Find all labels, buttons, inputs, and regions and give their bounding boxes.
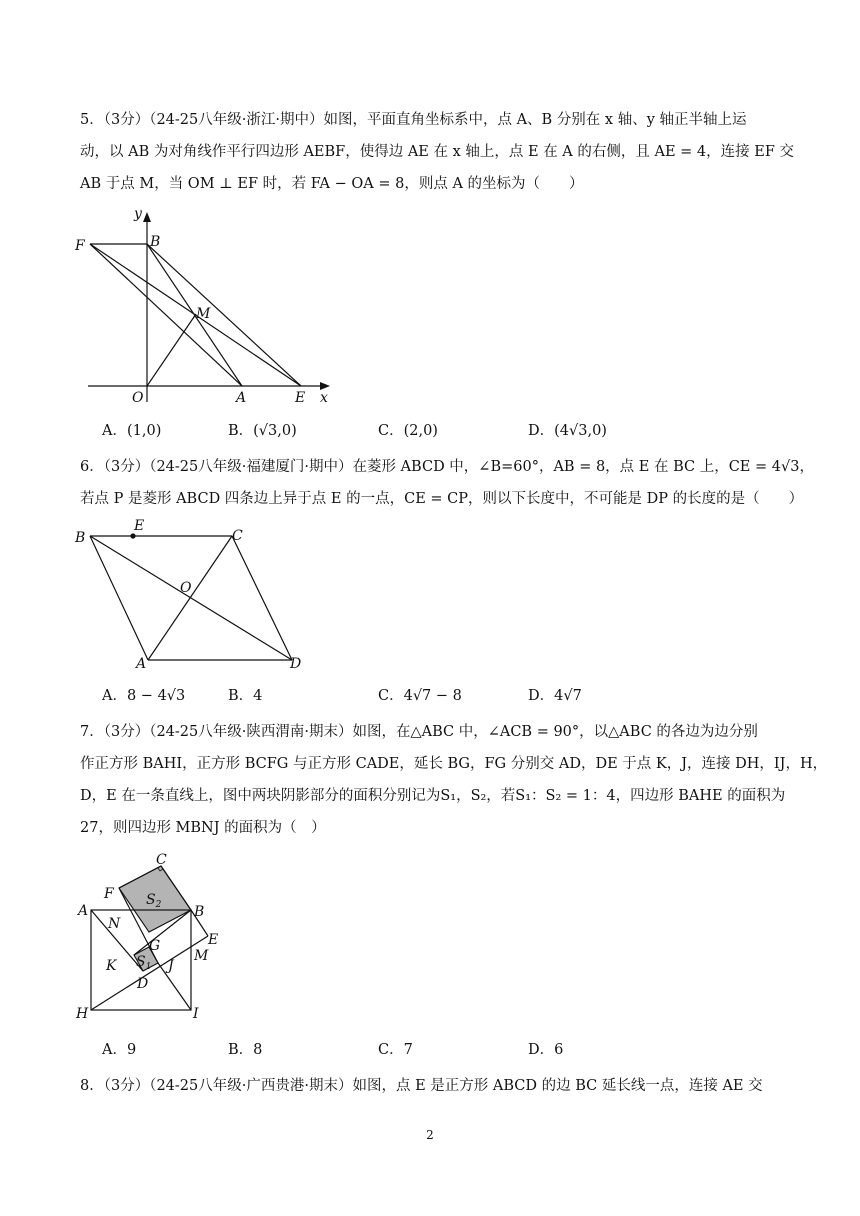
q5-label-F: F: [75, 238, 85, 254]
q6-option-b: B．4: [228, 688, 263, 704]
q5-figure: [72, 204, 342, 410]
q7-label-M: M: [194, 948, 209, 964]
q7-option-d: D．6: [528, 1042, 564, 1058]
q6-label-B: B: [75, 530, 86, 546]
q5-option-d: D．(4√3,0): [528, 423, 607, 439]
q5-line-1: 5．（3分）（24-25八年级·浙江·期中）如图，平面直角坐标系中，点 A、B 分别在 x 轴、y 轴正半轴上运: [80, 112, 747, 128]
q5-option-a: A．(1,0): [102, 423, 162, 439]
q6-figure: [72, 514, 312, 676]
q7-option-a: A．9: [102, 1042, 137, 1058]
q7-label-H: H: [76, 1006, 89, 1022]
q6-line-2: 若点 P 是菱形 ABCD 四条边上异于点 E 的一点，CE = CP，则以下长度中，不可能是 DP 的长度的是（ ）: [80, 491, 804, 507]
q7-label-J: J: [168, 958, 174, 974]
q7-label-A: A: [78, 903, 89, 919]
q5-line-2: 动，以 AB 为对角线作平行四边形 AEBF，使得边 AE 在 x 轴上，点 E 在 A 的右侧，且 AE = 4，连接 EF 交: [80, 144, 795, 160]
q5-line-3: AB 于点 M，当 OM ⊥ EF 时，若 FA − OA = 8，则点 A 的坐标为（ ）: [80, 176, 584, 192]
q6-option-d: D．4√7: [528, 688, 582, 704]
q7-label-F: F: [104, 886, 114, 902]
q7-label-E: E: [208, 932, 219, 948]
q6-label-A: A: [136, 656, 147, 672]
q5-label-y: y: [134, 206, 142, 222]
q6-label-O: O: [180, 580, 192, 596]
q7-label-I: I: [193, 1006, 199, 1022]
q7-option-b: B．8: [228, 1042, 263, 1058]
q5-label-A: A: [236, 390, 247, 406]
q6-line-1: 6．（3分）（24-25八年级·福建厦门·期中）在菱形 ABCD 中，∠B=60°，AB = 8，点 E 在 BC 上，CE = 4√3，: [80, 459, 814, 475]
q7-line-3: D，E 在一条直线上，图中两块阴影部分的面积分别记为S₁，S₂，若S₁：S₂ = 1：4，四边形 BAHE 的面积为: [80, 788, 786, 804]
q7-label-K: K: [106, 958, 117, 974]
q7-label-C: C: [156, 852, 167, 868]
q6-label-C: C: [232, 528, 243, 544]
page-number: 2: [426, 1128, 434, 1142]
q7-figure: [72, 848, 232, 1024]
q6-option-a: A．8 − 4√3: [102, 688, 186, 704]
q5-label-E: E: [295, 390, 306, 406]
q7-label-N: N: [108, 916, 121, 932]
q5-option-c: C．(2,0): [378, 423, 438, 439]
q7-line-1: 7．（3分）（24-25八年级·陕西渭南·期末）如图，在△ABC 中，∠ACB = 90°，以△ABC 的各边为边分别: [80, 724, 758, 740]
q7-label-D: D: [137, 976, 149, 992]
q7-line-4: 27，则四边形 MBNJ 的面积为（ ）: [80, 820, 326, 836]
q5-option-b: B．(√3,0): [228, 423, 297, 439]
q5-label-x: x: [320, 390, 328, 406]
q6-label-D: D: [290, 656, 302, 672]
q7-label-G: G: [149, 938, 161, 954]
q5-label-M: M: [196, 306, 211, 322]
q7-label-B: B: [194, 904, 205, 920]
q8-line-1: 8．（3分）（24-25八年级·广西贵港·期末）如图，点 E 是正方形 ABCD 的边 BC 延长线一点，连接 AE 交: [80, 1078, 763, 1094]
q6-option-c: C．4√7 − 8: [378, 688, 462, 704]
q7-line-2: 作正方形 BAHI，正方形 BCFG 与正方形 CADE，延长 BG，FG 分别交 AD，DE 于点 K，J，连接 DH，IJ，H，: [80, 756, 828, 772]
q5-label-B: B: [150, 234, 161, 250]
q5-label-O: O: [132, 390, 144, 406]
q6-label-E: E: [134, 518, 145, 534]
q7-label-S1: $S_1$: [136, 954, 152, 972]
q7-label-S2: $S_2$: [146, 892, 162, 910]
q7-option-c: C．7: [378, 1042, 413, 1058]
